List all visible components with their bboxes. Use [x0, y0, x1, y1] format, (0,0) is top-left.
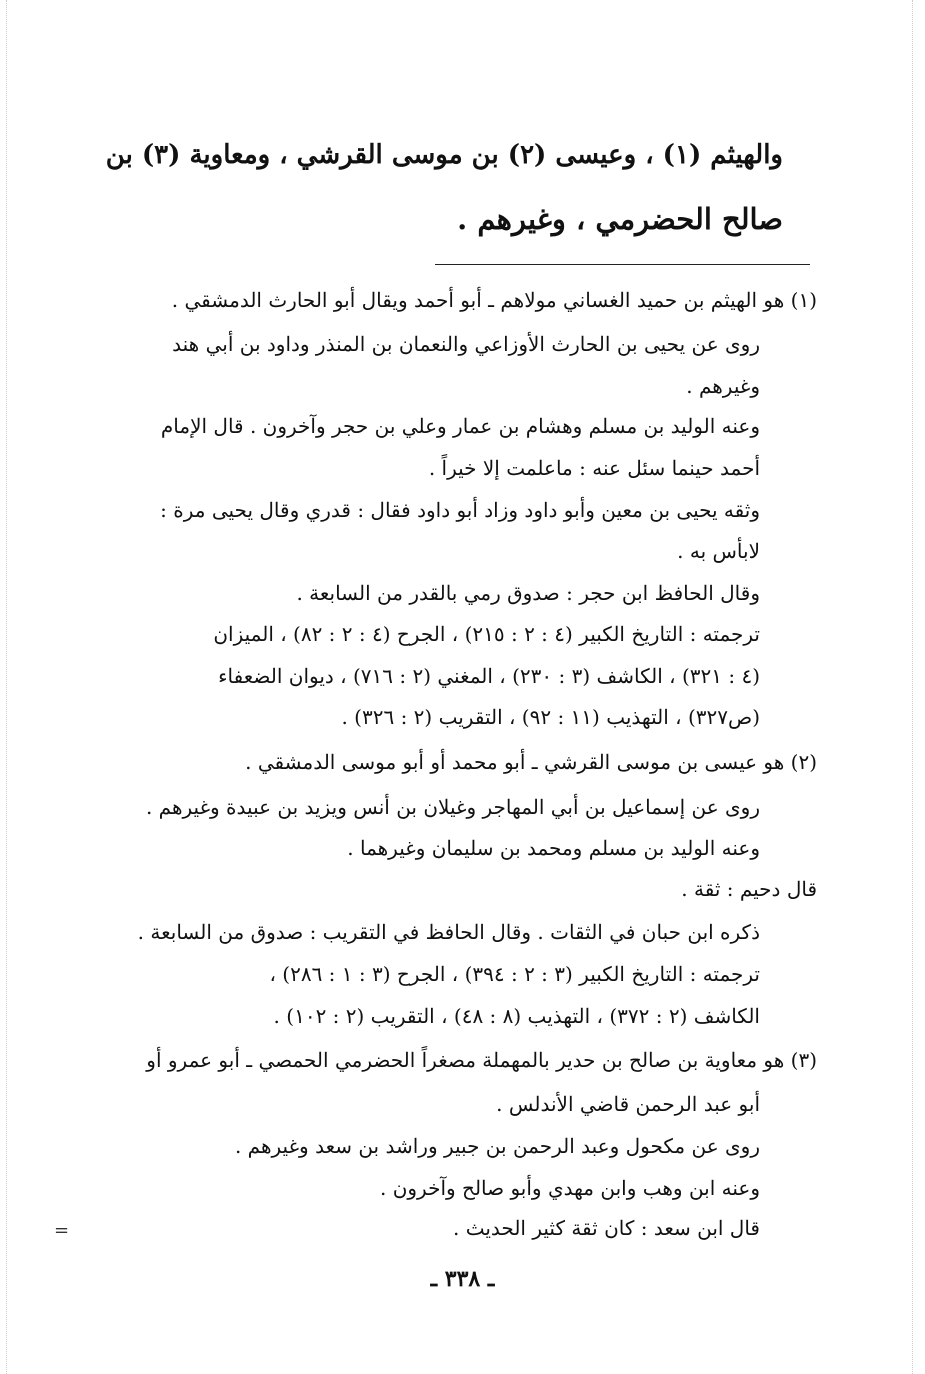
footnote-line: أحمد حينما سئل عنه : ماعلمت إلا خيراً .: [428, 456, 760, 480]
page-number: ـ ٣٣٨ ـ: [430, 1266, 495, 1292]
footnote-line: وقال الحافظ ابن حجر : صدوق رمي بالقدر من السابعة .: [296, 581, 760, 605]
footnote-line: (ص٣٢٧) ، التهذيب (١١ : ٩٢) ، التقريب (٢ : ٣٢٦) .: [341, 705, 760, 729]
footnote-3-heading: (٣) هو معاوية بن صالح بن حدير بالمهملة مصغراً الحضرمي الحمصي ـ أبو عمرو أو: [146, 1048, 817, 1072]
footnote-line: روى عن مكحول وعبد الرحمن بن جبير وراشد بن سعد وغيرهم .: [234, 1134, 760, 1158]
margin-mark: =: [54, 1220, 70, 1241]
footnote-line: روى عن يحيى بن الحارث الأوزاعي والنعمان بن المنذر وداود بن أبي هند: [172, 332, 760, 356]
main-text-line-1: والهيثم (١) ، وعيسى (٢) بن موسى القرشي ، ومعاوية (٣) بن: [105, 140, 783, 170]
footnote-line: لابأس به .: [677, 539, 760, 563]
footnote-2-heading: (٢) هو عيسى بن موسى القرشي ـ أبو محمد أو أبو موسى الدمشقي .: [245, 750, 817, 774]
right-edge-dots: [912, 0, 915, 1374]
footnote-line: أبو عبد الرحمن قاضي الأندلس .: [496, 1092, 760, 1116]
footnote-line: وعنه ابن وهب وابن مهدي وأبو صالح وآخرون .: [380, 1176, 760, 1200]
footnote-line: قال ابن سعد : كان ثقة كثير الحديث .: [453, 1216, 760, 1240]
footnote-line: قال دحيم : ثقة .: [681, 877, 817, 901]
footnote-line: ذكره ابن حبان في الثقات . وقال الحافظ في التقريب : صدوق من السابعة .: [137, 920, 760, 944]
left-edge-dots: [6, 0, 9, 1374]
footnote-line: (٤ : ٣٢١) ، الكاشف (٣ : ٢٣٠) ، المغني (٢ : ٧١٦) ، ديوان الضعفاء: [218, 664, 760, 688]
footnote-line: وغيرهم .: [686, 374, 760, 398]
footnote-line: وعنه الوليد بن مسلم ومحمد بن سليمان وغيرهما .: [347, 836, 760, 860]
footnote-line: روى عن إسماعيل بن أبي المهاجر وغيلان بن أنس ويزيد بن عبيدة وغيرهم .: [145, 795, 760, 819]
footnote-line: وعنه الوليد بن مسلم وهشام بن عمار وعلي بن حجر وآخرون . قال الإمام: [160, 414, 760, 438]
main-text-line-2: صالح الحضرمي ، وغيرهم .: [457, 202, 783, 236]
footnote-1-heading: (١) هو الهيثم بن حميد الغساني مولاهم ـ أبو أحمد ويقال أبو الحارث الدمشقي .: [171, 288, 817, 312]
footnote-separator: [435, 264, 810, 265]
footnote-line: وثقه يحيى بن معين وأبو داود وزاد أبو داود فقال : قدري وقال يحيى مرة :: [160, 498, 760, 522]
footnote-line: ترجمته : التاريخ الكبير (٤ : ٢ : ٢١٥) ، الجرح (٤ : ٢ : ٨٢) ، الميزان: [213, 622, 760, 646]
footnote-line: الكاشف (٢ : ٣٧٢) ، التهذيب (٨ : ٤٨) ، التقريب (٢ : ١٠٢) .: [273, 1004, 760, 1028]
footnote-line: ترجمته : التاريخ الكبير (٣ : ٢ : ٣٩٤) ، الجرح (٣ : ١ : ٢٨٦) ،: [269, 962, 760, 986]
